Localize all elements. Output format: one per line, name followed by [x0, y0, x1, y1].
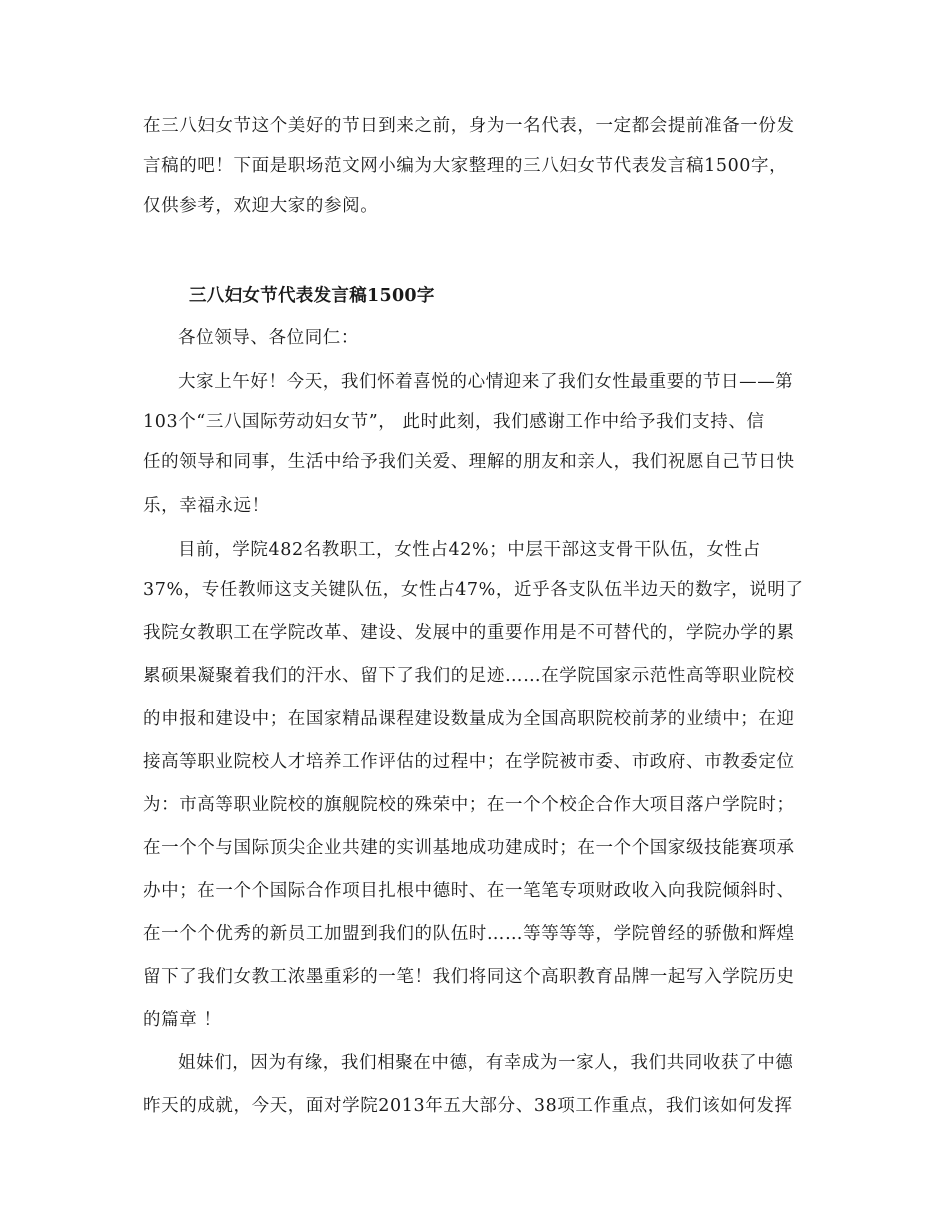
paragraph-line: 乐，幸福永远！ — [143, 496, 270, 516]
paragraph-line: 37%，专任教师这支关键队伍，女性占47%，近乎各支队伍半边天的数字，说明了 — [143, 580, 804, 600]
paragraph-line: 办中；在一个个国际合作项目扎根中德时、在一笔笔专项财政收入向我院倾斜时、 — [143, 881, 795, 901]
intro-line: 仅供参考，欢迎大家的参阅。 — [143, 196, 379, 216]
paragraph-line: 累硕果凝聚着我们的汗水、留下了我们的足迹……在学院国家示范性高等职业院校 — [143, 666, 795, 686]
intro-line: 在三八妇女节这个美好的节日到来之前，身为一名代表，一定都会提前准备一份发 — [143, 116, 795, 136]
paragraph-line: 在一个个优秀的新员工加盟到我们的队伍时……等等等等，学院曾经的骄傲和辉煌 — [143, 924, 795, 944]
paragraph-line: 为：市高等职业院校的旗舰院校的殊荣中；在一个个校企合作大项目落户学院时； — [143, 795, 795, 815]
paragraph-line: 在一个个与国际顶尖企业共建的实训基地成功建成时；在一个个国家级技能赛项承 — [143, 838, 795, 858]
intro-line: 言稿的吧！下面是职场范文网小编为大家整理的三八妇女节代表发言稿1500字， — [143, 156, 788, 176]
paragraph-line: 任的领导和同事，生活中给予我们关爱、理解的朋友和亲人，我们祝愿自己节日快 — [143, 452, 795, 472]
paragraph-line: 姐妹们，因为有缘，我们相聚在中德，有幸成为一家人，我们共同收获了中德 — [178, 1053, 794, 1073]
paragraph-line: 留下了我们女教工浓墨重彩的一笔！我们将同这个高职教育品牌一起写入学院历史 — [143, 967, 795, 987]
article-title: 三八妇女节代表发言稿1500字 — [189, 286, 435, 306]
paragraph-line: 的篇章 ！ — [143, 1010, 222, 1030]
paragraph-line: 大家上午好！今天，我们怀着喜悦的心情迎来了我们女性最重要的节日——第 — [178, 372, 794, 392]
paragraph-line: 我院女教职工在学院改革、建设、发展中的重要作用是不可替代的，学院办学的累 — [143, 623, 795, 643]
paragraph-line: 103个“三八国际劳动妇女节”， 此时此刻，我们感谢工作中给予我们支持、信 — [143, 412, 765, 432]
paragraph-line: 昨天的成就，今天，面对学院2013年五大部分、38项工作重点，我们该如何发挥 — [143, 1096, 793, 1116]
paragraph-line: 接高等职业院校人才培养工作评估的过程中；在学院被市委、市政府、市教委定位 — [143, 752, 795, 772]
paragraph-line: 的申报和建设中；在国家精品课程建设数量成为全国高职院校前茅的业绩中；在迎 — [143, 709, 795, 729]
paragraph-line: 目前，学院482名教职工，女性占42%；中层干部这支骨干队伍，女性占 — [178, 540, 761, 560]
salutation: 各位领导、各位同仁： — [178, 328, 359, 348]
